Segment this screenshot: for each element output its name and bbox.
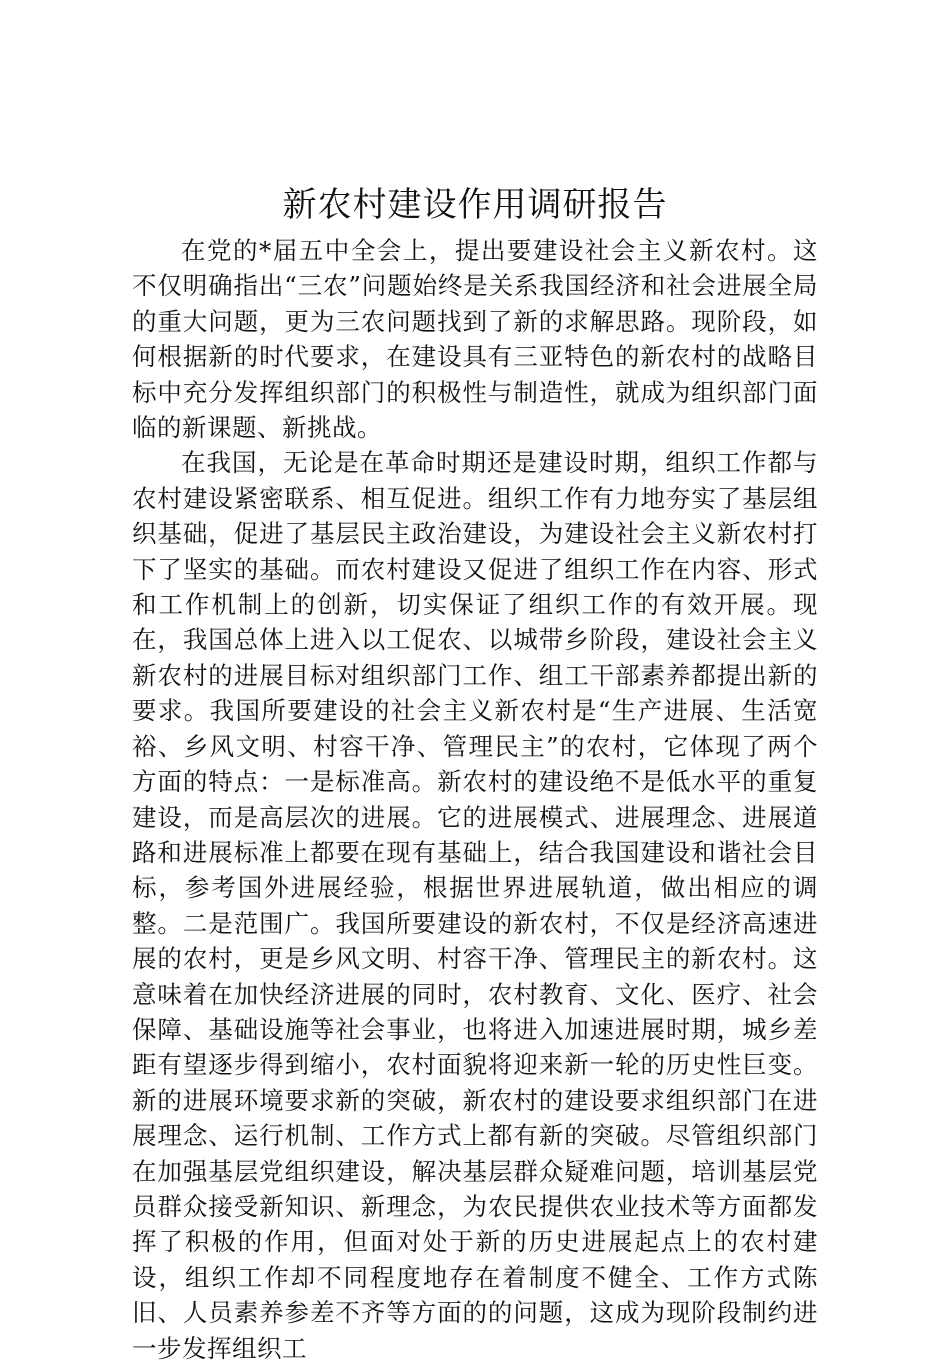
document-title: 新农村建设作用调研报告	[282, 185, 668, 225]
paragraph-2: 在我国，无论是在革命时期还是建设时期，组织工作都与农村建设紧密联系、相互促进。组织工作有力地夯实了基层组织基础，促进了基层民主政治建设，为建设社会主义新农村打下了坚实的基础。而农村建设又促进了组织工作在内容、形式和工作机制上的创新，切实保证了组织工作的有效开展。现在，我国总体上进入以工促农、以城带乡阶段，建设社会主义新农村的进展目标对组织部门工作、组工干部素养都提出新的要求。我国所要建设的社会主义新农村是“生产进展、生活宽裕、乡风文明、村容干净、管理民主”的农村，它体现了两个方面的特点：一是标准高。新农村的建设绝不是低水平的重复建设，而是高层次的进展。它的进展模式、进展理念、进展道路和进展标准上都要在现有基础上，结合我国建设和谐社会目标，参考国外进展经验，根据世界进展轨道，做出相应的调整。二是范围广。我国所要建设的新农村，不仅是经济高速进展的农村，更是乡风文明、村容干净、管理民主的新农村。这意味着在加快经济进展的同时，农村教育、文化、医疗、社会保障、基础设施等社会事业，也将进入加速进展时期，城乡差距有望逐步得到缩小，农村面貌将迎来新一轮的历史性巨变。新的进展环境要求新的突破，新农村的建设要求组织部门在进展理念、运行机制、工作方式上都有新的突破。尽管组织部门在加强基层党组织建设，解决基层群众疑难问题，培训基层党员群众接受新知识、新理念，为农民提供农业技术等方面都发挥了积极的作用，但面对处于新的历史进展起点上的农村建设，组织工作却不同程度地存在着制度不健全、工作方式陈旧、人员素养参差不齐等方面的的问题，这成为现阶段制约进一步发挥组织工	[132, 448, 818, 1363]
paragraph-1: 在党的*届五中全会上，提出要建设社会主义新农村。这不仅明确指出“三农”问题始终是关系我国经济和社会进展全局的重大问题，更为三农问题找到了新的求解思路。现阶段，如何根据新的时代要求，在建设具有三亚特色的新农村的战略目标中充分发挥组织部门的积极性与制造性，就成为组织部门面临的新课题、新挑战。	[132, 236, 818, 443]
document-body	[132, 233, 818, 1366]
